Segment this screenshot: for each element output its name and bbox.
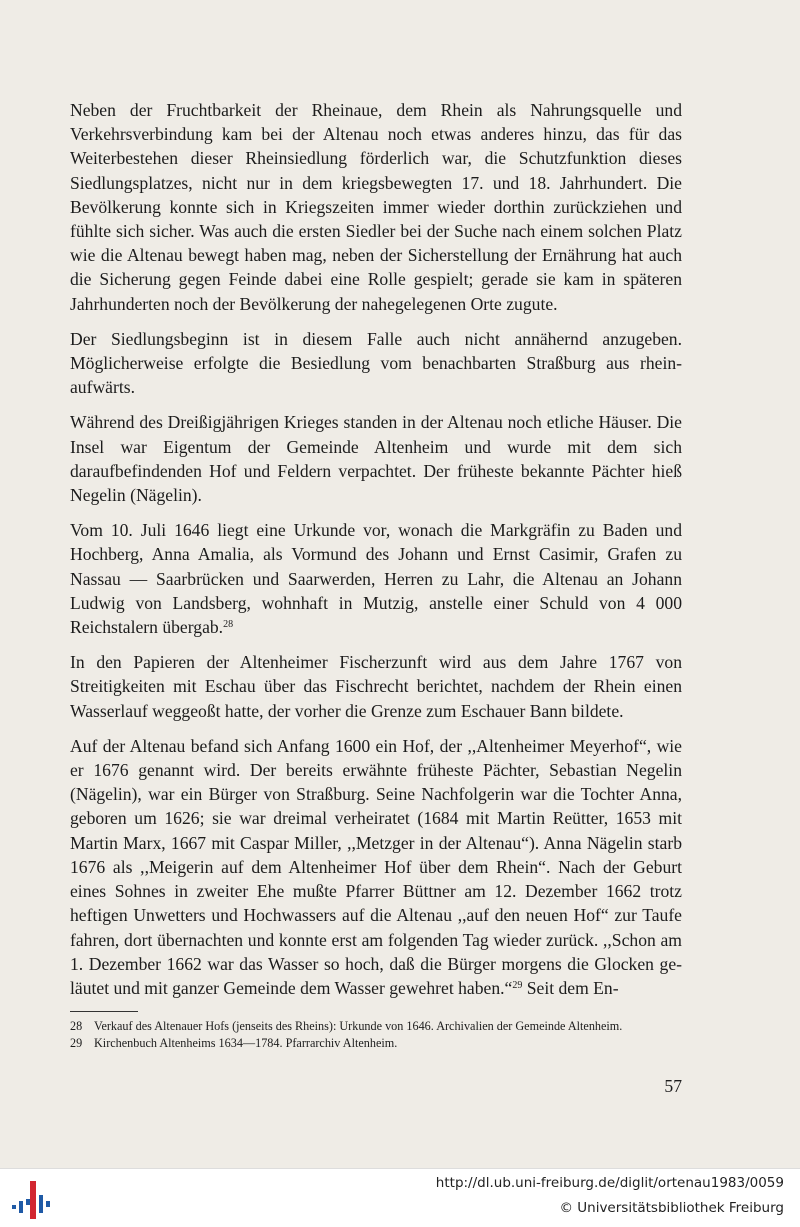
footnotes [70,1018,690,1052]
copyright-notice: © Universitätsbibliothek Freiburg [559,1200,784,1216]
footnote-text: Kirchenbuch Altenheims 1634—1784. Pfarrarchiv Altenheim. [94,1036,398,1050]
footnote-number: 29 [70,1036,83,1050]
paragraph-4-text: Vom 10. Juli 1646 liegt eine Urkunde vor, wonach die Markgräfin zu Baden und Hochberg, Anna Amalia, als Vormund des Johann und Ernst Casimir, Grafen zu Nassau — Saarbrücken und Saarwerden, Herren zu Lahr, die Altenau an Johann Ludwig von Landsberg, wohnhaft in Mutzig, anstelle einer Schuld von 4 000 Reichstalern übergab. [70,520,682,638]
paragraph-6-text: Auf der Altenau befand sich Anfang 1600 ein Hof, der ,,Altenheimer Meyerhof“, wie er 1676 genannt wird. Der bereits erwähnte früheste Pächter, Sebastian Negelin (Nägelin), war ein Bürger von Straßburg. Seine Nachfolgerin war die Tochter Anna, geboren um 1626; sie war dreimal verheiratet (1684 mit Martin Reütter, 1653 mit Martin Marx, 1667 mit Caspar Miller, ,,Metzger in der Altenau“). Anna Nägelin starb 1676 als ,,Meigerin auf dem Altenheimer Hof über dem Rhein“. Nach der Geburt eines Sohnes in zweiter Ehe mußte Pfarrer Büttner am 12. Dezember 1662 trotz heftigen Unwetters und Hochwassers auf die Altenau ,,auf den neuen Hof“ zur Taufe fahren, dort übernachten und konnte erst am folgenden Tag wieder zurück. ,,Schon am 1. Dezember 1662 war das Wasser so hoch, daß die Bürger morgens die Glocken geläutet und mit ganzer Gemeinde dem Wasser gewehret haben.“ [70,735,682,998]
footnote-number: 28 [70,1019,83,1033]
paragraph-4 [70,518,682,639]
paragraph-1: Neben der Fruchtbarkeit der Rheinaue, dem Rhein als Nahrungsquelle und Verkehrsverbindung kam bei der Altenau noch etwas anderes hinzu, das für das Weiterbestehen dieser Rheinsiedlung förderlich war, die Schutzfunktion dieses Siedlungsplatzes, nicht nur in dem kriegsbewegten 17. und 18. Jahrhundert. Die Bevölkerung konnte sich in Kriegszeiten immer wieder dorthin zurückziehen und fühlte sich sicher. Was auch die ersten Siedler bei der Suche nach einem solchen Platz wie die Altenau bewegt haben mag, neben der Sicherstellung der Ernährung hat auch die Sicherung gegen Feinde dabei eine Rolle gespielt; gerade sie kam in späteren Jahrhunderten noch der Bevölkerung der nahegelegenen Orte zugute. [70,100,682,314]
paragraph-3: Während des Dreißigjährigen Krieges standen in der Altenau noch etliche Häuser. Die Insel war Eigentum der Gemeinde Altenheim und wurde mit dem sich daraufbefindenden Hof und Feldern verpachtet. Der früheste bekannte Pächter hieß Negelin (Nägelin). [70,412,682,506]
footnote-divider [70,1011,138,1012]
page-number: 57 [664,1076,682,1096]
paragraph-5: In den Papieren der Altenheimer Fischerzunft wird aus dem Jahre 1767 von Streitigkeiten mit Eschau über das Fischrecht berichtet, nachdem der Rhein einen Wasserlauf weggeoßt hatte, der vorher die Grenze zum Eschauer Bann bildete. [70,652,682,721]
paragraph-6 [70,734,682,1000]
paragraph-6-tail: Seit dem En- [522,977,619,998]
footnote-29 [70,1035,690,1052]
source-url-link[interactable]: http://dl.ub.uni-freiburg.de/diglit/ortenau1983/0059 [435,1175,784,1191]
footnote-ref-29: 29 [512,979,523,991]
body-text [70,98,682,1011]
paragraph-2: Der Siedlungsbeginn ist in diesem Falle auch nicht annähernd anzugeben. Möglicherweise erfolgte die Besiedlung vom benachbarten Straßburg aus rheinaufwärts. [70,328,682,398]
viewer-footer [0,1168,800,1227]
footnote-ref-28: 28 [223,619,234,631]
footnote-text: Verkauf des Altenauer Hofs (jenseits des Rheins): Urkunde von 1646. Archivalien der Gemeinde Altenheim. [94,1019,623,1033]
ub-freiburg-logo-icon [12,1179,54,1221]
footnote-28 [70,1018,690,1035]
